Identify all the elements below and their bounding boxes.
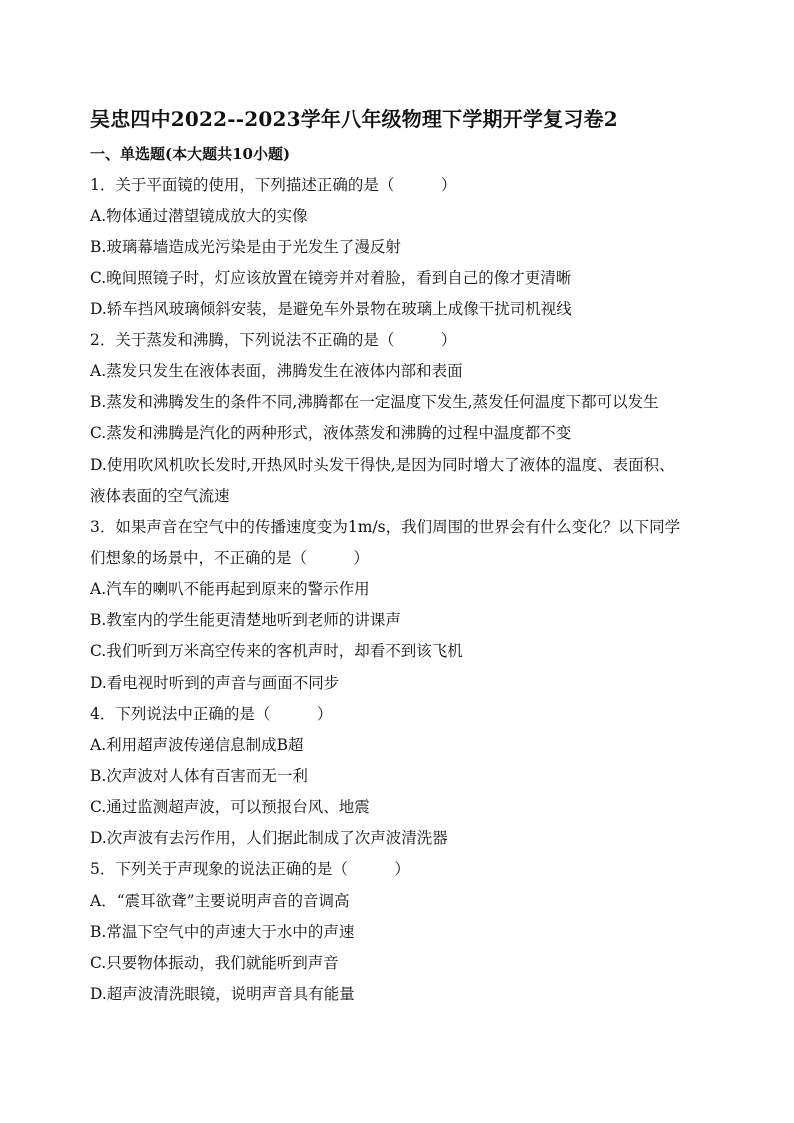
answer-option: C.通过监测超声波，可以预报台风、地震 <box>90 798 370 816</box>
answer-option: B.蒸发和沸腾发生的条件不同,沸腾都在一定温度下发生,蒸发任何温度下都可以发生 <box>90 393 659 411</box>
answer-option: A.汽车的喇叭不能再起到原来的警示作用 <box>90 580 370 598</box>
page-title: 吴忠四中2022--2023学年八年级物理下学期开学复习卷2 <box>90 107 618 131</box>
answer-option: B.教室内的学生能更清楚地听到老师的讲课声 <box>90 611 401 629</box>
answer-option: A.蒸发只发生在液体表面，沸腾发生在液体内部和表面 <box>90 362 463 380</box>
answer-option: A.物体通过潜望镜成放大的实像 <box>90 207 308 225</box>
answer-option: D.看电视时听到的声音与画面不同步 <box>90 674 340 692</box>
question-stem: 5．下列关于声现象的说法正确的是（ ） <box>90 860 410 878</box>
answer-option: C.蒸发和沸腾是汽化的两种形式，液体蒸发和沸腾的过程中温度都不变 <box>90 424 572 442</box>
section-heading: 一、单选题(本大题共10小题) <box>90 145 291 163</box>
answer-option: D.超声波清洗眼镜，说明声音具有能量 <box>90 985 355 1003</box>
answer-option: A．“震耳欲聋”主要说明声音的音调高 <box>90 892 350 910</box>
question-stem: 4．下列说法中正确的是（ ） <box>90 705 333 723</box>
answer-option: C.晚间照镜子时，灯应该放置在镜旁并对着脸，看到自己的像才更清晰 <box>90 269 572 287</box>
answer-option: D.轿车挡风玻璃倾斜安装，是避免车外景物在玻璃上成像干扰司机视线 <box>90 300 572 318</box>
answer-option: D.次声波有去污作用，人们据此制成了次声波清洗器 <box>90 829 448 847</box>
answer-option: C.我们听到万米高空传来的客机声时，却看不到该飞机 <box>90 642 463 660</box>
answer-option: C.只要物体振动，我们就能听到声音 <box>90 954 339 972</box>
answer-option: B.常温下空气中的声速大于水中的声速 <box>90 923 355 941</box>
question-stem-continuation: 们想象的场景中，不正确的是（ ） <box>90 549 370 567</box>
question-stem: 2．关于蒸发和沸腾，下列说法不正确的是（ ） <box>90 331 457 349</box>
answer-option: B.次声波对人体有百害而无一利 <box>90 767 308 785</box>
answer-option: B.玻璃幕墙造成光污染是由于光发生了漫反射 <box>90 238 401 256</box>
answer-option-continuation: 液体表面的空气流速 <box>90 487 230 505</box>
answer-option: A.利用超声波传递信息制成B超 <box>90 736 304 754</box>
question-stem: 3．如果声音在空气中的传播速度变为1m/s，我们周围的世界会有什么变化？以下同学 <box>90 518 681 536</box>
question-stem: 1．关于平面镜的使用，下列描述正确的是（ ） <box>90 176 457 194</box>
answer-option: D.使用吹风机吹长发时,开热风时头发干得快,是因为同时增大了液体的温度、表面积、 <box>90 456 675 474</box>
